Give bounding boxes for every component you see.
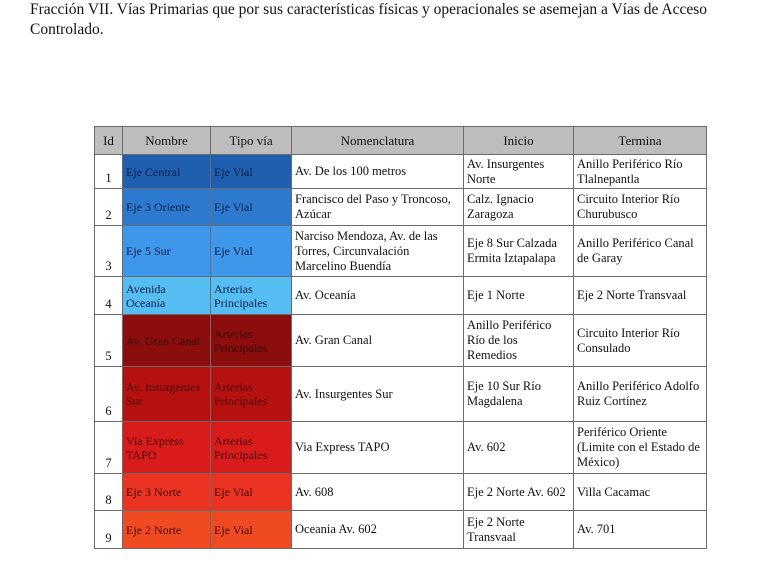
cell-inicio: Eje 8 Sur Calzada Ermita Iztapalapa	[464, 226, 574, 277]
cell-inicio: Eje 2 Norte Transvaal	[464, 511, 574, 549]
cell-termina: Villa Cacamac	[574, 474, 707, 511]
cell-nomenclatura: Francisco del Paso y Troncoso, Azúcar	[292, 189, 464, 226]
cell-id: 2	[95, 189, 123, 226]
cell-id: 8	[95, 474, 123, 511]
cell-inicio: Eje 1 Norte	[464, 277, 574, 315]
cell-tipo-via: Arterias Principales	[211, 315, 292, 367]
cell-nombre: Eje 3 Norte	[123, 474, 211, 511]
cell-inicio: Eje 2 Norte Av. 602	[464, 474, 574, 511]
cell-termina: Anillo Periférico Río Tlalnepantla	[574, 155, 707, 189]
table-row	[95, 277, 707, 315]
cell-nomenclatura: Av. Oceanía	[292, 277, 464, 315]
cell-tipo-via: Eje Vial	[211, 511, 292, 549]
cell-id: 5	[95, 315, 123, 367]
cell-nombre: Av. Insurgentes Sur	[123, 367, 211, 422]
cell-nombre: Eje 5 Sur	[123, 226, 211, 277]
table-row	[95, 189, 707, 226]
cell-id: 4	[95, 277, 123, 315]
table-row	[95, 315, 707, 367]
section-heading: Fracción VII. Vías Primarias que por sus características físicas y operacionales se asemejan a Vías de Acceso Controlado.	[30, 1, 708, 38]
table-row	[95, 474, 707, 511]
cell-nomenclatura: Oceania Av. 602	[292, 511, 464, 549]
cell-termina: Periférico Oriente (Limite con el Estado de México)	[574, 422, 707, 474]
cell-nomenclatura: Av. Gran Canal	[292, 315, 464, 367]
header-tipo-via: Tipo vía	[211, 127, 292, 155]
cell-tipo-via: Arterias Principales	[211, 422, 292, 474]
table-row	[95, 511, 707, 549]
cell-id: 6	[95, 367, 123, 422]
cell-termina: Av. 701	[574, 511, 707, 549]
table-row	[95, 422, 707, 474]
cell-nomenclatura: Narciso Mendoza, Av. de las Torres, Circunvalación Marcelino Buendía	[292, 226, 464, 277]
vias-table	[94, 126, 707, 549]
cell-tipo-via: Eje Vial	[211, 226, 292, 277]
cell-nombre: Avenida Oceanía	[123, 277, 211, 315]
cell-inicio: Eje 10 Sur Río Magdalena	[464, 367, 574, 422]
cell-inicio: Av. 602	[464, 422, 574, 474]
cell-termina: Circuito Interior Río Churubusco	[574, 189, 707, 226]
cell-nombre: Eje 3 Oriente	[123, 189, 211, 226]
header-nombre: Nombre	[123, 127, 211, 155]
table-header-row	[95, 127, 707, 155]
cell-id: 7	[95, 422, 123, 474]
cell-termina: Eje 2 Norte Transvaal	[574, 277, 707, 315]
table-row	[95, 367, 707, 422]
cell-termina: Anillo Periférico Adolfo Ruiz Cortínez	[574, 367, 707, 422]
cell-nomenclatura: Av. Insurgentes Sur	[292, 367, 464, 422]
cell-nombre: Via Express TAPO	[123, 422, 211, 474]
table-row	[95, 155, 707, 189]
cell-nomenclatura: Av. De los 100 metros	[292, 155, 464, 189]
header-termina: Termina	[574, 127, 707, 155]
cell-inicio: Anillo Periférico Río de los Remedios	[464, 315, 574, 367]
cell-id: 3	[95, 226, 123, 277]
cell-inicio: Av. Insurgentes Norte	[464, 155, 574, 189]
cell-termina: Circuito Interior Río Consulado	[574, 315, 707, 367]
table-row	[95, 226, 707, 277]
header-nomenclatura: Nomenclatura	[292, 127, 464, 155]
cell-nombre: Eje Central	[123, 155, 211, 189]
header-inicio: Inicio	[464, 127, 574, 155]
cell-id: 1	[95, 155, 123, 189]
cell-tipo-via: Arterias Principales	[211, 277, 292, 315]
cell-id: 9	[95, 511, 123, 549]
cell-tipo-via: Arterias Principales	[211, 367, 292, 422]
cell-inicio: Calz. Ignacio Zaragoza	[464, 189, 574, 226]
cell-nomenclatura: Via Express TAPO	[292, 422, 464, 474]
cell-nomenclatura: Av. 608	[292, 474, 464, 511]
header-id: Id	[95, 127, 123, 155]
cell-tipo-via: Eje Vial	[211, 189, 292, 226]
cell-tipo-via: Eje Vial	[211, 474, 292, 511]
cell-tipo-via: Eje Vial	[211, 155, 292, 189]
cell-termina: Anillo Periférico Canal de Garay	[574, 226, 707, 277]
cell-nombre: Av. Gran Canal	[123, 315, 211, 367]
cell-nombre: Eje 2 Norte	[123, 511, 211, 549]
